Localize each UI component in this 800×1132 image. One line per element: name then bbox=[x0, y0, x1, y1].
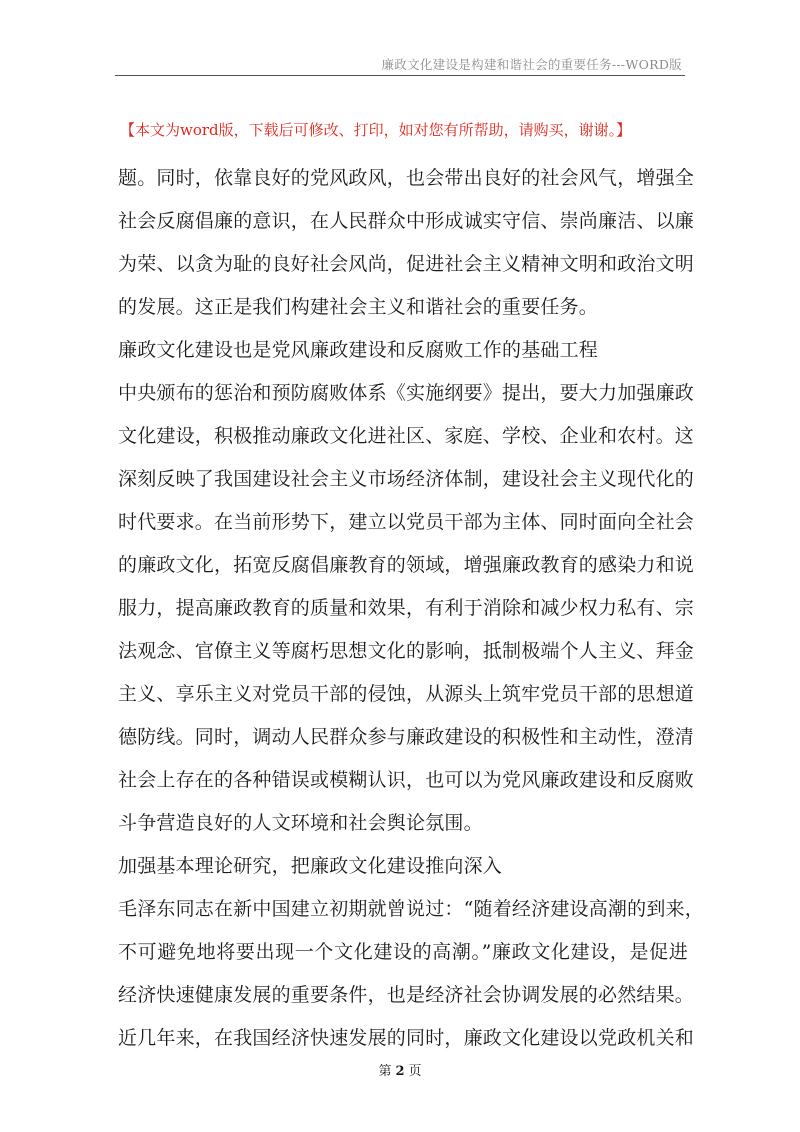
page-number: 2 bbox=[395, 1064, 405, 1079]
body-line: 毛泽东同志在新中国建立初期就曾说过：“随着经济建设高潮的到来， bbox=[118, 898, 704, 920]
page-footer bbox=[0, 1060, 800, 1079]
body-line: 的廉政文化，拓宽反腐倡廉教育的领域，增强廉政教育的感染力和说 bbox=[118, 554, 695, 576]
body-line: 中央颁布的惩治和预防腐败体系《实施纲要》提出，要大力加强廉政 bbox=[118, 382, 695, 404]
body-line: 法观念、官僚主义等腐朽思想文化的影响，抵制极端个人主义、拜金 bbox=[118, 640, 695, 662]
body-line: 时代要求。在当前形势下，建立以党员干部为主体、同时面向全社会 bbox=[118, 511, 695, 533]
body-line: 主义、享乐主义对党员干部的侵蚀，从源头上筑牢党员干部的思想道 bbox=[118, 683, 695, 705]
section-heading: 加强基本理论研究，把廉政文化建设推向深入 bbox=[118, 855, 503, 877]
body-line: 不可避免地将要出现一个文化建设的高潮。”廉政文化建设，是促进 bbox=[118, 941, 688, 963]
body-line: 题。同时，依靠良好的党风政风，也会带出良好的社会风气，增强全 bbox=[118, 167, 695, 189]
body-line: 经济快速健康发展的重要条件，也是经济社会协调发展的必然结果。 bbox=[118, 984, 695, 1006]
body-line: 为荣、以贪为耻的良好社会风尚，促进社会主义精神文明和政治文明 bbox=[118, 253, 695, 275]
download-notice: 【本文为word版，下载后可修改、打印，如对您有所帮助，请购买，谢谢。】 bbox=[120, 121, 632, 139]
page-number-prefix: 第 bbox=[378, 1064, 392, 1079]
header-divider bbox=[115, 75, 685, 76]
body-line: 的发展。这正是我们构建社会主义和谐社会的重要任务。 bbox=[118, 296, 599, 318]
page-header-title: 廉政文化建设是构建和谐社会的重要任务---WORD版 bbox=[381, 57, 682, 72]
body-line: 社会上存在的各种错误或模糊认识，也可以为党风廉政建设和反腐败 bbox=[118, 769, 695, 791]
page-number-suffix: 页 bbox=[408, 1064, 422, 1079]
body-line: 斗争营造良好的人文环境和社会舆论氛围。 bbox=[118, 812, 483, 834]
body-line: 深刻反映了我国建设社会主义市场经济体制，建设社会主义现代化的 bbox=[118, 468, 695, 490]
body-line: 文化建设，积极推动廉政文化进社区、家庭、学校、企业和农村。这 bbox=[118, 425, 695, 447]
body-line: 德防线。同时，调动人民群众参与廉政建设的积极性和主动性，澄清 bbox=[118, 726, 695, 748]
body-line: 社会反腐倡廉的意识，在人民群众中形成诚实守信、崇尚廉洁、以廉 bbox=[118, 210, 695, 232]
body-line: 近几年来，在我国经济快速发展的同时，廉政文化建设以党政机关和 bbox=[118, 1027, 695, 1049]
document-body bbox=[118, 157, 704, 1060]
body-line: 服力，提高廉政教育的质量和效果，有利于消除和减少权力私有、宗 bbox=[118, 597, 695, 619]
section-heading: 廉政文化建设也是党风廉政建设和反腐败工作的基础工程 bbox=[118, 339, 599, 361]
